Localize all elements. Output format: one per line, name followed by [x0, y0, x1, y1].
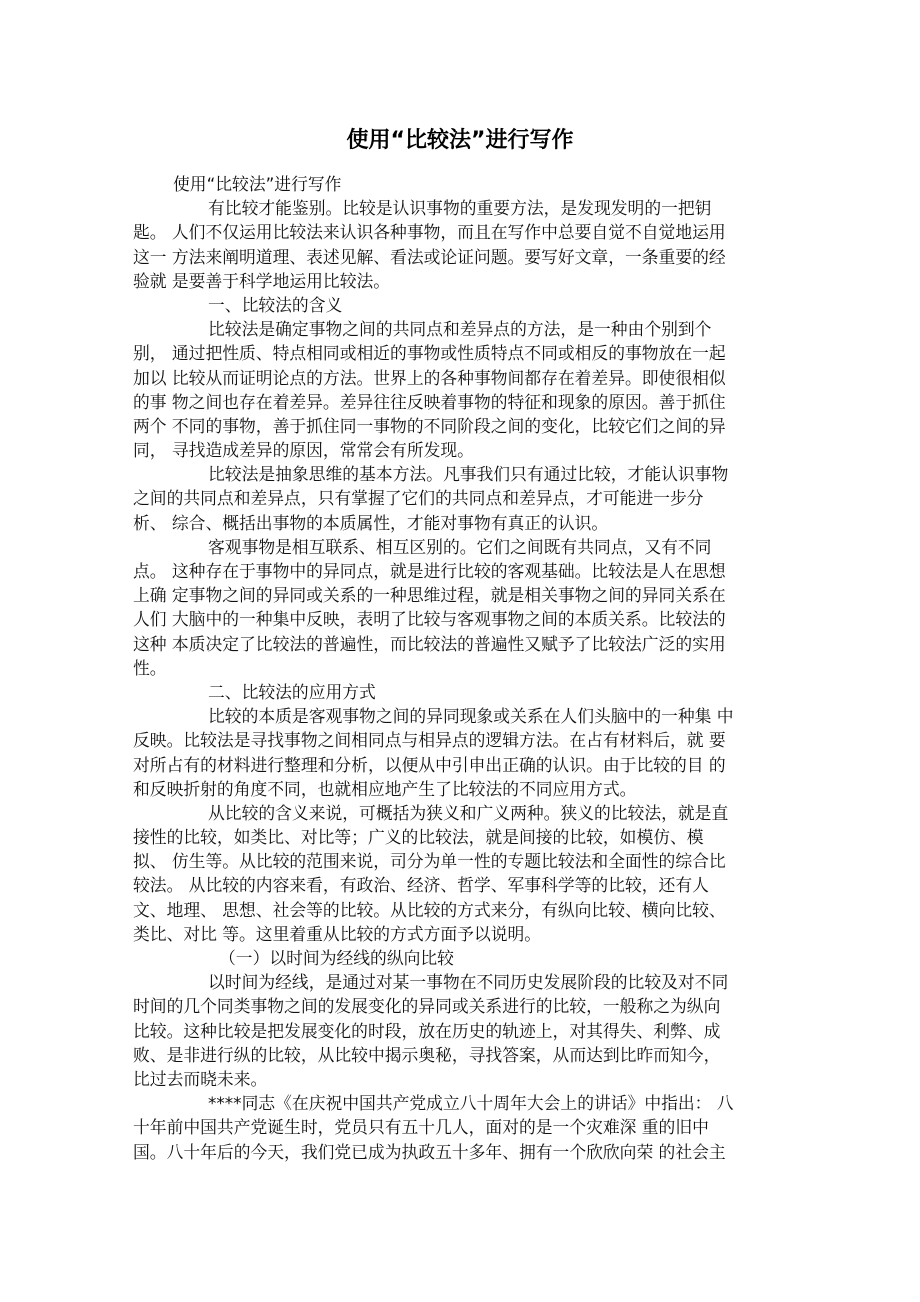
text-line: 十年前中国共产党诞生时，党员只有五十几人，面对的是一个灾难深 重的旧中: [133, 1117, 709, 1138]
text-line: 上确 定事物之间的异同或关系的一种思维过程，就是相关事物之间的异同关系在: [133, 585, 726, 606]
text-line: 析、 综合、概括出事物的本质属性，才能对事物有真正的认识。: [133, 512, 609, 533]
text-line: 拟、 仿生等。从比较的范围来说，司分为单一性的专题比较法和全面性的综合比: [133, 851, 726, 872]
text-line: 时间的几个同类事物之间的发展变化的异同或关系进行的比较，一般称之为纵向: [133, 996, 721, 1017]
text-line: 点。 这种存在于事物中的异同点，就是进行比较的客观基础。比较法是人在思想: [133, 561, 726, 581]
text-line: 文、地理、 思想、社会等的比较。从比较的方式来分，有纵向比较、横向比较、: [133, 899, 726, 920]
text-line: 从比较的含义来说，可概括为狭义和广义两种。狭义的比较法，就是直: [208, 802, 729, 823]
text-line: 的事 物之间也存在着差异。差异往往反映着事物的特征和现象的原因。善于抓住: [133, 391, 726, 412]
text-line: 接性的比较，如类比、对比等；广义的比较法，就是间接的比较，如模仿、模: [133, 827, 704, 848]
text-line: （一）以时间为经线的纵向比较: [219, 948, 454, 968]
text-line: 比较。这种比较是把发展变化的时段，放在历史的轨迹上，对其得失、利弊、成: [133, 1020, 721, 1041]
text-line: 反映。比较法是寻找事物之间相同点与相异点的逻辑方法。在占有材料后，就 要: [133, 730, 726, 751]
text-line: 败、是非进行纵的比较，从比较中揭示奥秘，寻找答案，从而达到比昨而知今，: [133, 1044, 721, 1065]
text-line: 加以 比较从而证明论点的方法。世界上的各种事物间都存在着差异。即使很相似: [133, 367, 726, 388]
text-line: 类比、对比 等。这里着重从比较的方式方面予以说明。: [133, 923, 542, 944]
text-line: 这种 本质决定了比较法的普遍性，而比较法的普遍性又赋予了比较法广泛的实用: [133, 633, 726, 654]
text-line: 比过去而晓未来。: [133, 1068, 268, 1089]
text-line: 这一 方法来阐明道理、表述见解、看法或论证问题。要写好文章，一条重要的经: [133, 246, 726, 267]
text-line: ****同志《在庆祝中国共产党成立八十周年大会上的讲话》中指出： 八: [208, 1093, 734, 1114]
document-body: [133, 172, 793, 1164]
text-line: 比较法是抽象思维的基本方法。凡事我们只有通过比较，才能认识事物: [208, 464, 729, 485]
document-title: 使用“比较法”进行写作: [346, 128, 574, 153]
text-line: 国。八十年后的今天，我们党已成为执政五十多年、拥有一个欣欣向荣 的社会主: [133, 1141, 726, 1162]
text-line: 使用“比较法”进行写作: [173, 174, 342, 194]
text-line: 比较的本质是客观事物之间的异同现象或关系在人们头脑中的一种集 中: [208, 706, 734, 727]
text-line: 之间的共同点和差异点，只有掌握了它们的共同点和差异点，才可能进一步分: [133, 488, 704, 509]
text-line: 同， 寻找造成差异的原因，常常会有所发现。: [133, 440, 474, 461]
text-line: 客观事物是相互联系、相互区别的。它们之间既有共同点，又有不同: [208, 536, 712, 557]
text-line: 比较法是确定事物之间的共同点和差异点的方法，是一种由个别到个: [208, 319, 712, 340]
text-line: 两个 不同的事物，善于抓住同一事物的不同阶段之间的变化，比较它们之间的异: [133, 415, 726, 436]
text-line: 性。: [133, 657, 167, 678]
text-line: 验就 是要善于科学地运用比较法。: [133, 270, 391, 291]
text-line: 人们 大脑中的一种集中反映，表明了比较与客观事物之间的本质关系。比较法的: [133, 609, 726, 630]
text-line: 较法。 从比较的内容来看，有政治、经济、哲学、军事科学等的比较，还有人: [133, 875, 709, 896]
text-line: 别， 通过把性质、特点相同或相近的事物或性质特点不同或相反的事物放在一起: [133, 343, 726, 364]
text-line: 有比较才能鉴别。比较是认识事物的重要方法，是发现发明的一把钥: [208, 198, 712, 219]
text-line: 匙。 人们不仅运用比较法来认识各种事物，而且在写作中总要自觉不自觉地运用: [133, 222, 726, 243]
text-line: 和反映折射的角度不同，也就相应地产生了比较法的不同应用方式。: [133, 778, 637, 799]
text-line: 对所占有的材料进行整理和分析，以便从中引申出正确的认识。由于比较的目 的: [133, 754, 726, 775]
text-line: 以时间为经线，是通过对某一事物在不同历史发展阶段的比较及对不同: [208, 972, 729, 993]
text-line: 二、比较法的应用方式: [208, 681, 376, 702]
text-line: 一、比较法的含义: [208, 294, 343, 315]
